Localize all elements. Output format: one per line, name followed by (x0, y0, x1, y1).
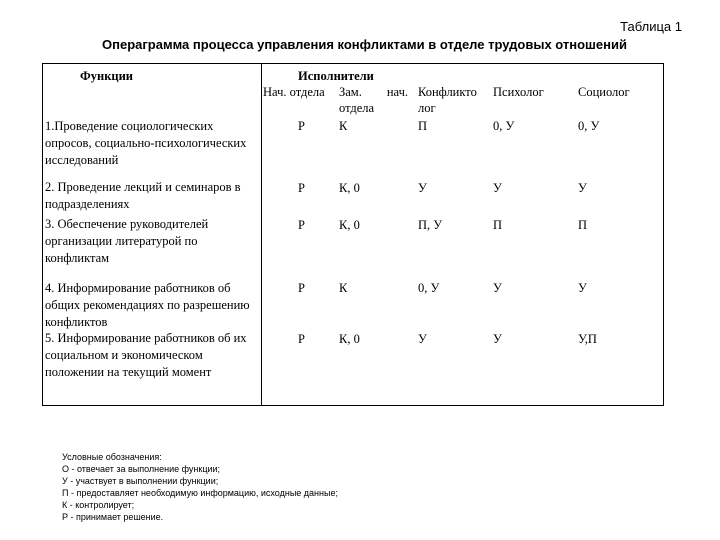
column-header-conflictologist-line2: лог (418, 101, 436, 115)
function-row-1: 1.Проведение социологических опросов, социально-психологических исследований (45, 119, 247, 167)
cell-r5-c5: У,П (578, 332, 597, 346)
column-header-deputy-line2: отдела (339, 101, 375, 115)
legend-item: П - предоставляет необходимую информацию, исходные данные; (62, 487, 338, 498)
function-row-2: 2. Проведение лекций и семинаров в подразделениях (45, 180, 241, 211)
cell-r3-c3: П, У (418, 218, 443, 232)
cell-r1-c1: Р (298, 119, 305, 133)
legend-item: Р - принимает решение. (62, 511, 164, 522)
cell-r4-c4: У (493, 281, 502, 295)
executors-header: Исполнители (298, 69, 374, 83)
cell-r4-c2: К (339, 281, 348, 295)
functions-header: Функции (80, 69, 133, 83)
cell-r1-c4: 0, У (493, 119, 515, 133)
cell-r3-c2: К, 0 (339, 218, 360, 232)
cell-r5-c4: У (493, 332, 502, 346)
column-header-psychologist: Психолог (493, 85, 544, 99)
table-title: Операграмма процесса управления конфликтами в отделе трудовых отношений (102, 37, 627, 52)
column-header-conflictologist-line1: Конфликто (418, 85, 477, 99)
legend-item: К - контролирует; (62, 499, 135, 510)
cell-r2-c5: У (578, 181, 587, 195)
function-row-5: 5. Информирование работников об их социальном и экономическом положении на текущий момент (45, 331, 247, 379)
cell-r1-c2: К (339, 119, 348, 133)
cell-r1-c5: 0, У (578, 119, 600, 133)
cell-r5-c1: Р (298, 332, 305, 346)
cell-r2-c4: У (493, 181, 502, 195)
cell-r2-c1: Р (298, 181, 305, 195)
legend-item: О - отвечает за выполнение функции; (62, 463, 221, 474)
cell-r4-c1: Р (298, 281, 305, 295)
cell-r2-c3: У (418, 181, 427, 195)
column-header-dept-head: Нач. отдела (263, 85, 325, 99)
cell-r3-c4: П (493, 218, 503, 232)
legend-item: У - участвует в выполнении функции; (62, 475, 219, 486)
cell-r5-c3: У (418, 332, 427, 346)
column-header-sociologist: Социолог (578, 85, 630, 99)
legend (62, 452, 338, 523)
cell-r5-c2: К, 0 (339, 332, 360, 346)
function-row-4: 4. Информирование работников об общих рекомендациях по разрешению конфликтов (45, 281, 250, 329)
column-header-deputy-line1: Зам. нач. (339, 85, 408, 99)
cell-r3-c5: П (578, 218, 588, 232)
cell-r3-c1: Р (298, 218, 305, 232)
cell-r1-c3: П (418, 119, 428, 133)
cell-r4-c3: 0, У (418, 281, 440, 295)
table-number: Таблица 1 (620, 19, 682, 34)
function-row-3: 3. Обеспечение руководителей организации литературой по конфликтам (45, 217, 209, 265)
legend-title: Условные обозначения: (62, 452, 162, 462)
cell-r2-c2: К, 0 (339, 181, 360, 195)
table-column-divider (261, 63, 262, 406)
cell-r4-c5: У (578, 281, 587, 295)
